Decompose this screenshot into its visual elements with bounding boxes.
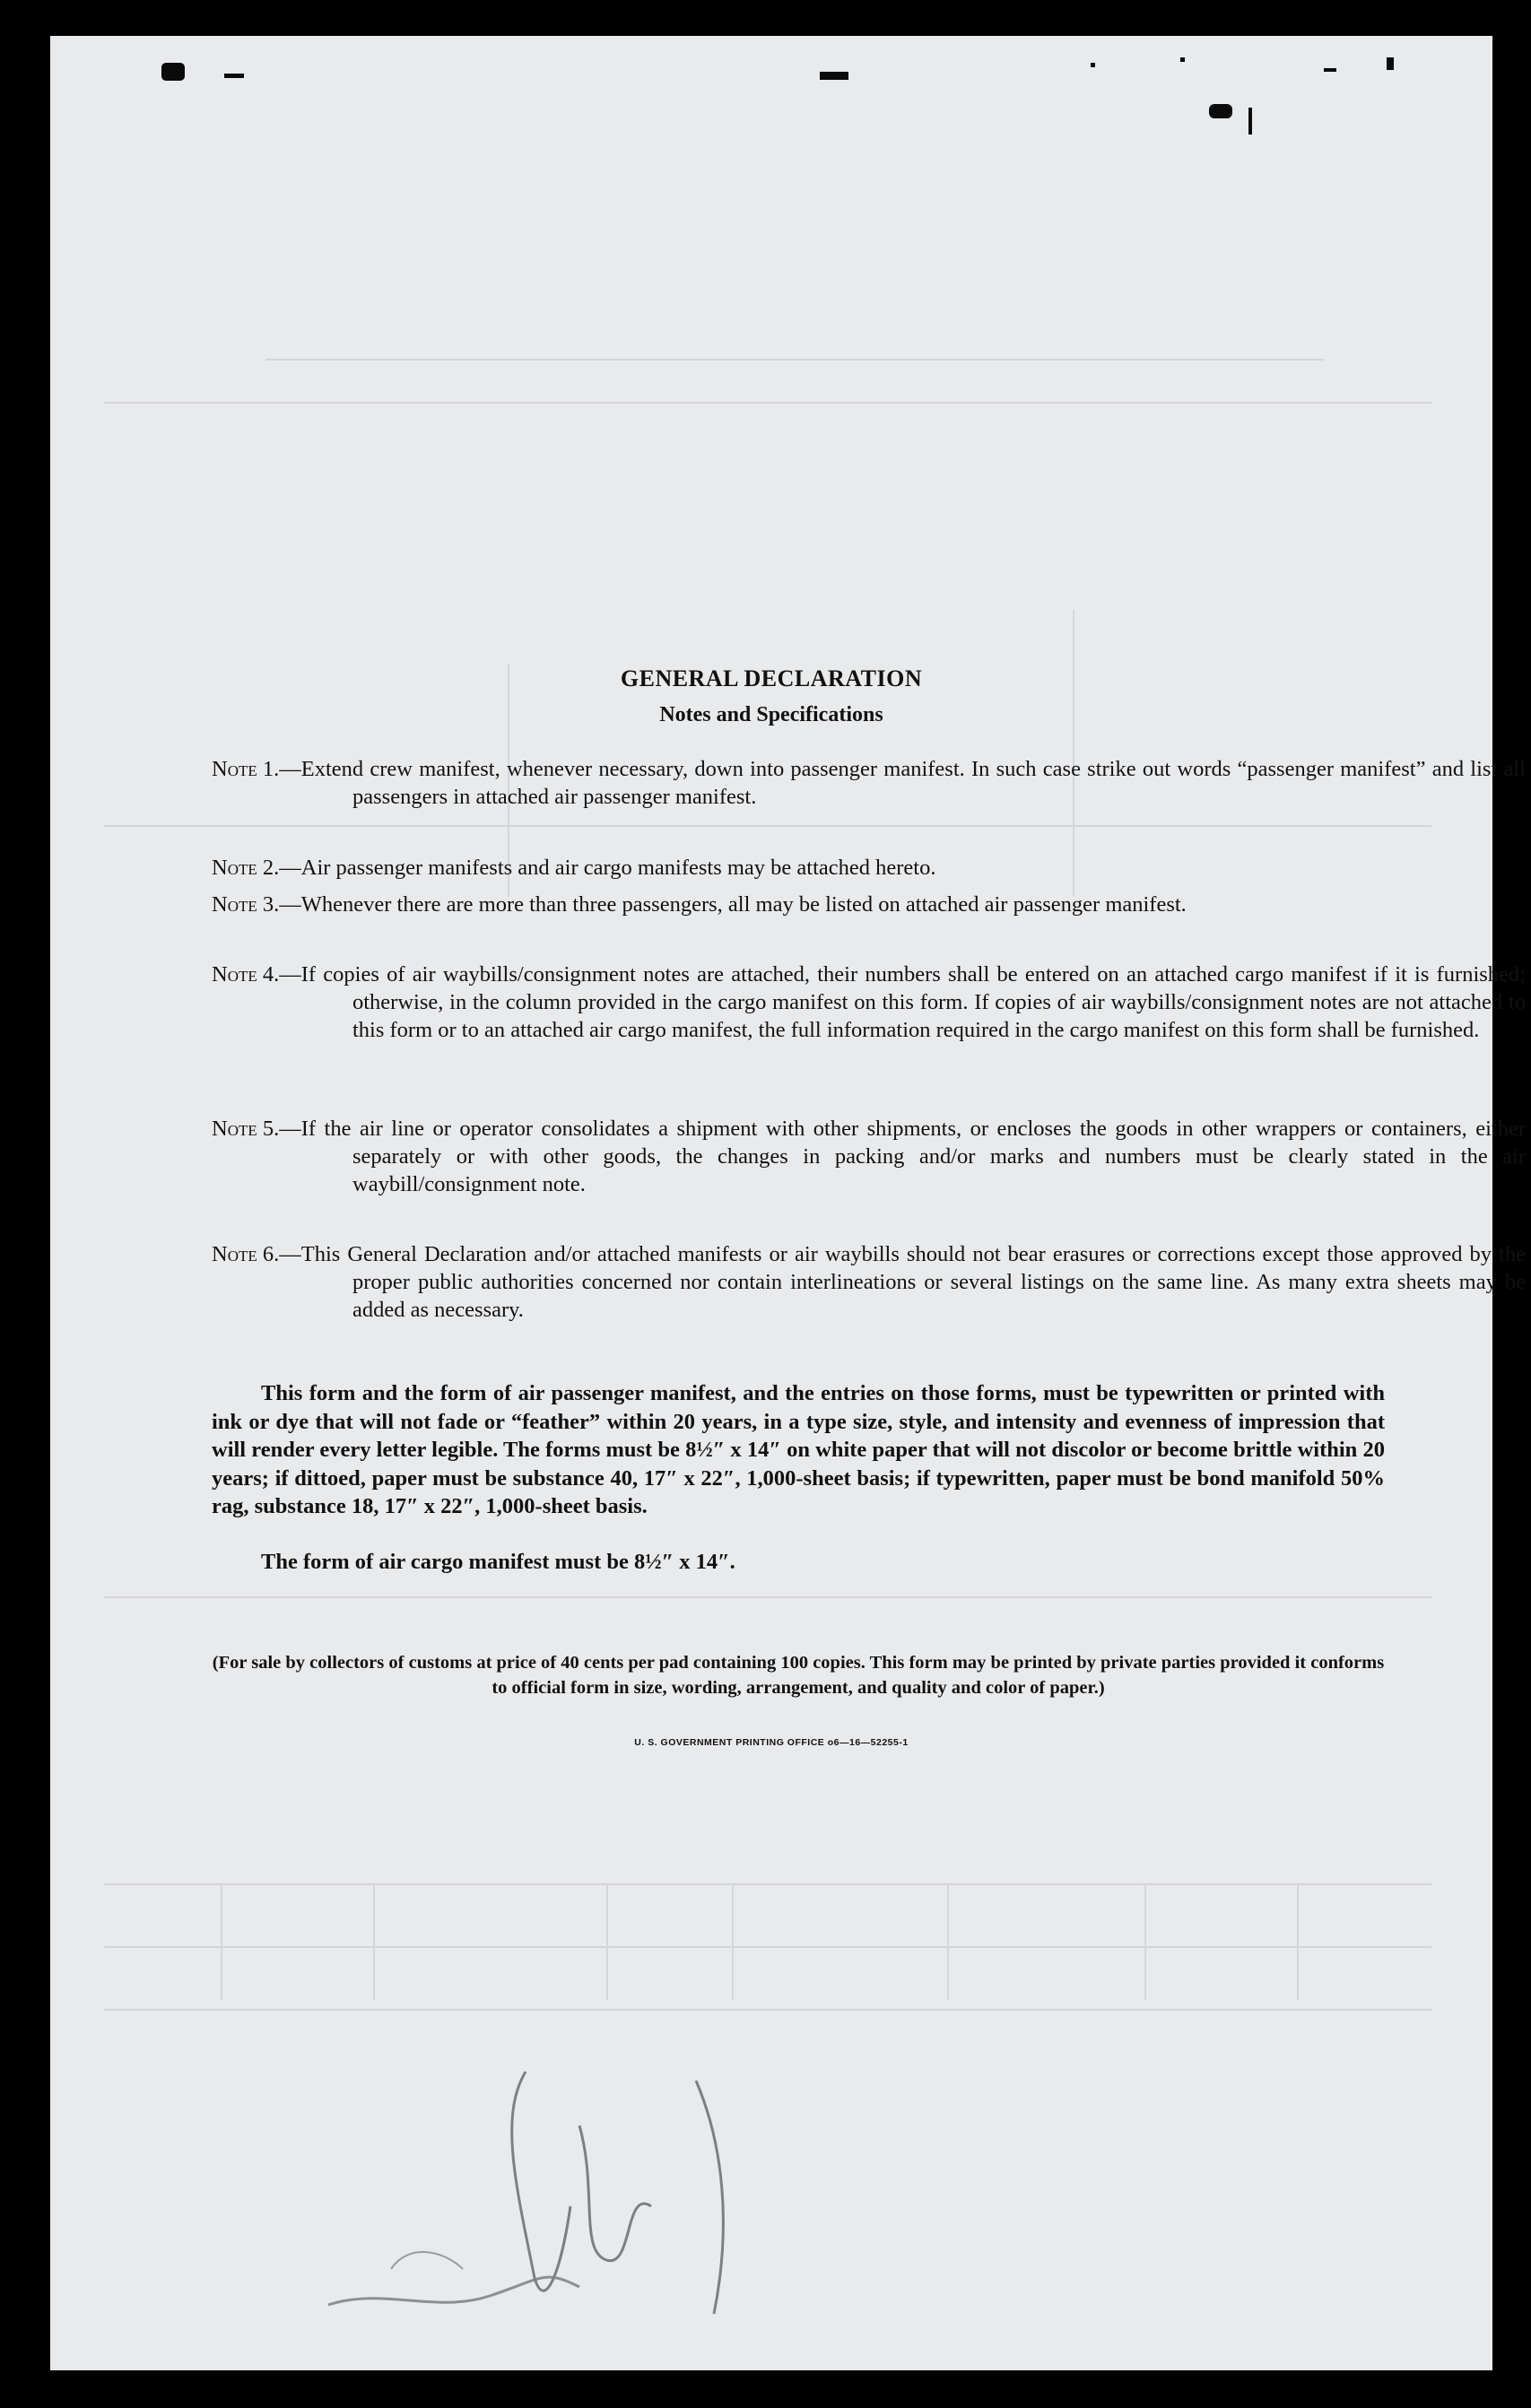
note-text: —If the air line or operator consolidates a shipment with other shipments, or encloses the goods in other wrappers or containers, either separately or with other goods, the changes in packing and/or marks and numbers must be clearly stated in the air waybill/consignment note. xyxy=(279,1117,1526,1196)
ink-blot xyxy=(1324,68,1336,72)
sale-note: (For sale by collectors of customs at price of 40 cents per pad containing 100 copies. This form may be printed by private parties provided it conforms to official form in size, wording, arrangement, and quality and color of paper.) xyxy=(212,1653,1385,1698)
note-label: Note 5. xyxy=(212,1117,280,1141)
ink-blot xyxy=(224,74,244,78)
note-text: —This General Declaration and/or attached manifests or air waybills should not bear erasures or corrections except those approved by the proper public authorities concerned nor contain interlineations or several listings on the same line. As many extra sheets may be added as necessary. xyxy=(279,1242,1526,1322)
ink-blot xyxy=(1180,57,1185,62)
note-label: Note 4. xyxy=(212,962,280,987)
ink-blot xyxy=(1091,63,1095,67)
ink-blot xyxy=(1248,108,1252,135)
cargo-form-spec: The form of air cargo manifest must be 8½″ x 14″. xyxy=(261,1550,735,1574)
note-text: —If copies of air waybills/consignment notes are attached, their numbers shall be entered on an attached cargo manifest if it is furnished; otherwise, in the column provided in the cargo manifest on this form. If copies of air waybills/consignment notes are not attached to this form or to an attached air cargo manifest, the full information required in the cargo manifest on this form shall be furnished. xyxy=(279,962,1526,1042)
note-label: Note 6. xyxy=(212,1242,280,1266)
note-label: Note 1. xyxy=(212,757,280,781)
note-label: Note 3. xyxy=(212,892,280,917)
document-page xyxy=(50,36,1526,2370)
note-text: —Extend crew manifest, whenever necessary, down into passenger manifest. In such case strike out words “passenger manifest” and list all passengers in attached air passenger manifest. xyxy=(279,757,1526,809)
ink-blot xyxy=(161,63,185,81)
ink-blot xyxy=(820,72,848,80)
note-text: —Air passenger manifests and air cargo manifests may be attached hereto. xyxy=(279,856,936,880)
ink-blot xyxy=(1209,104,1232,118)
document-subtitle: Notes and Specifications xyxy=(659,703,883,726)
signature-mark xyxy=(310,2045,777,2332)
specification-paragraph: This form and the form of air passenger manifest, and the entries on those forms, must be typewritten or printed with ink or dye that will not fade or “feather” within 20 years, in a type size, style, and intensity and evenness of impression that will render every letter legible. The forms must be 8½″ x 14″ on white paper that will not discolor or become brittle within 20 years; if dittoed, paper must be substance 40, 17″ x 22″, 1,000-sheet basis; if typewritten, paper must be bond manifold 50% rag, substance 18, 17″ x 22″, 1,000-sheet basis. xyxy=(212,1381,1385,1518)
printer-imprint: U. S. GOVERNMENT PRINTING OFFICE o6—16—52255-1 xyxy=(634,1737,909,1748)
note-text: —Whenever there are more than three passengers, all may be listed on attached air passenger manifest. xyxy=(279,892,1187,917)
ink-blot xyxy=(1387,57,1394,70)
note-label: Note 2. xyxy=(212,856,280,880)
document-title: GENERAL DECLARATION xyxy=(620,665,923,691)
